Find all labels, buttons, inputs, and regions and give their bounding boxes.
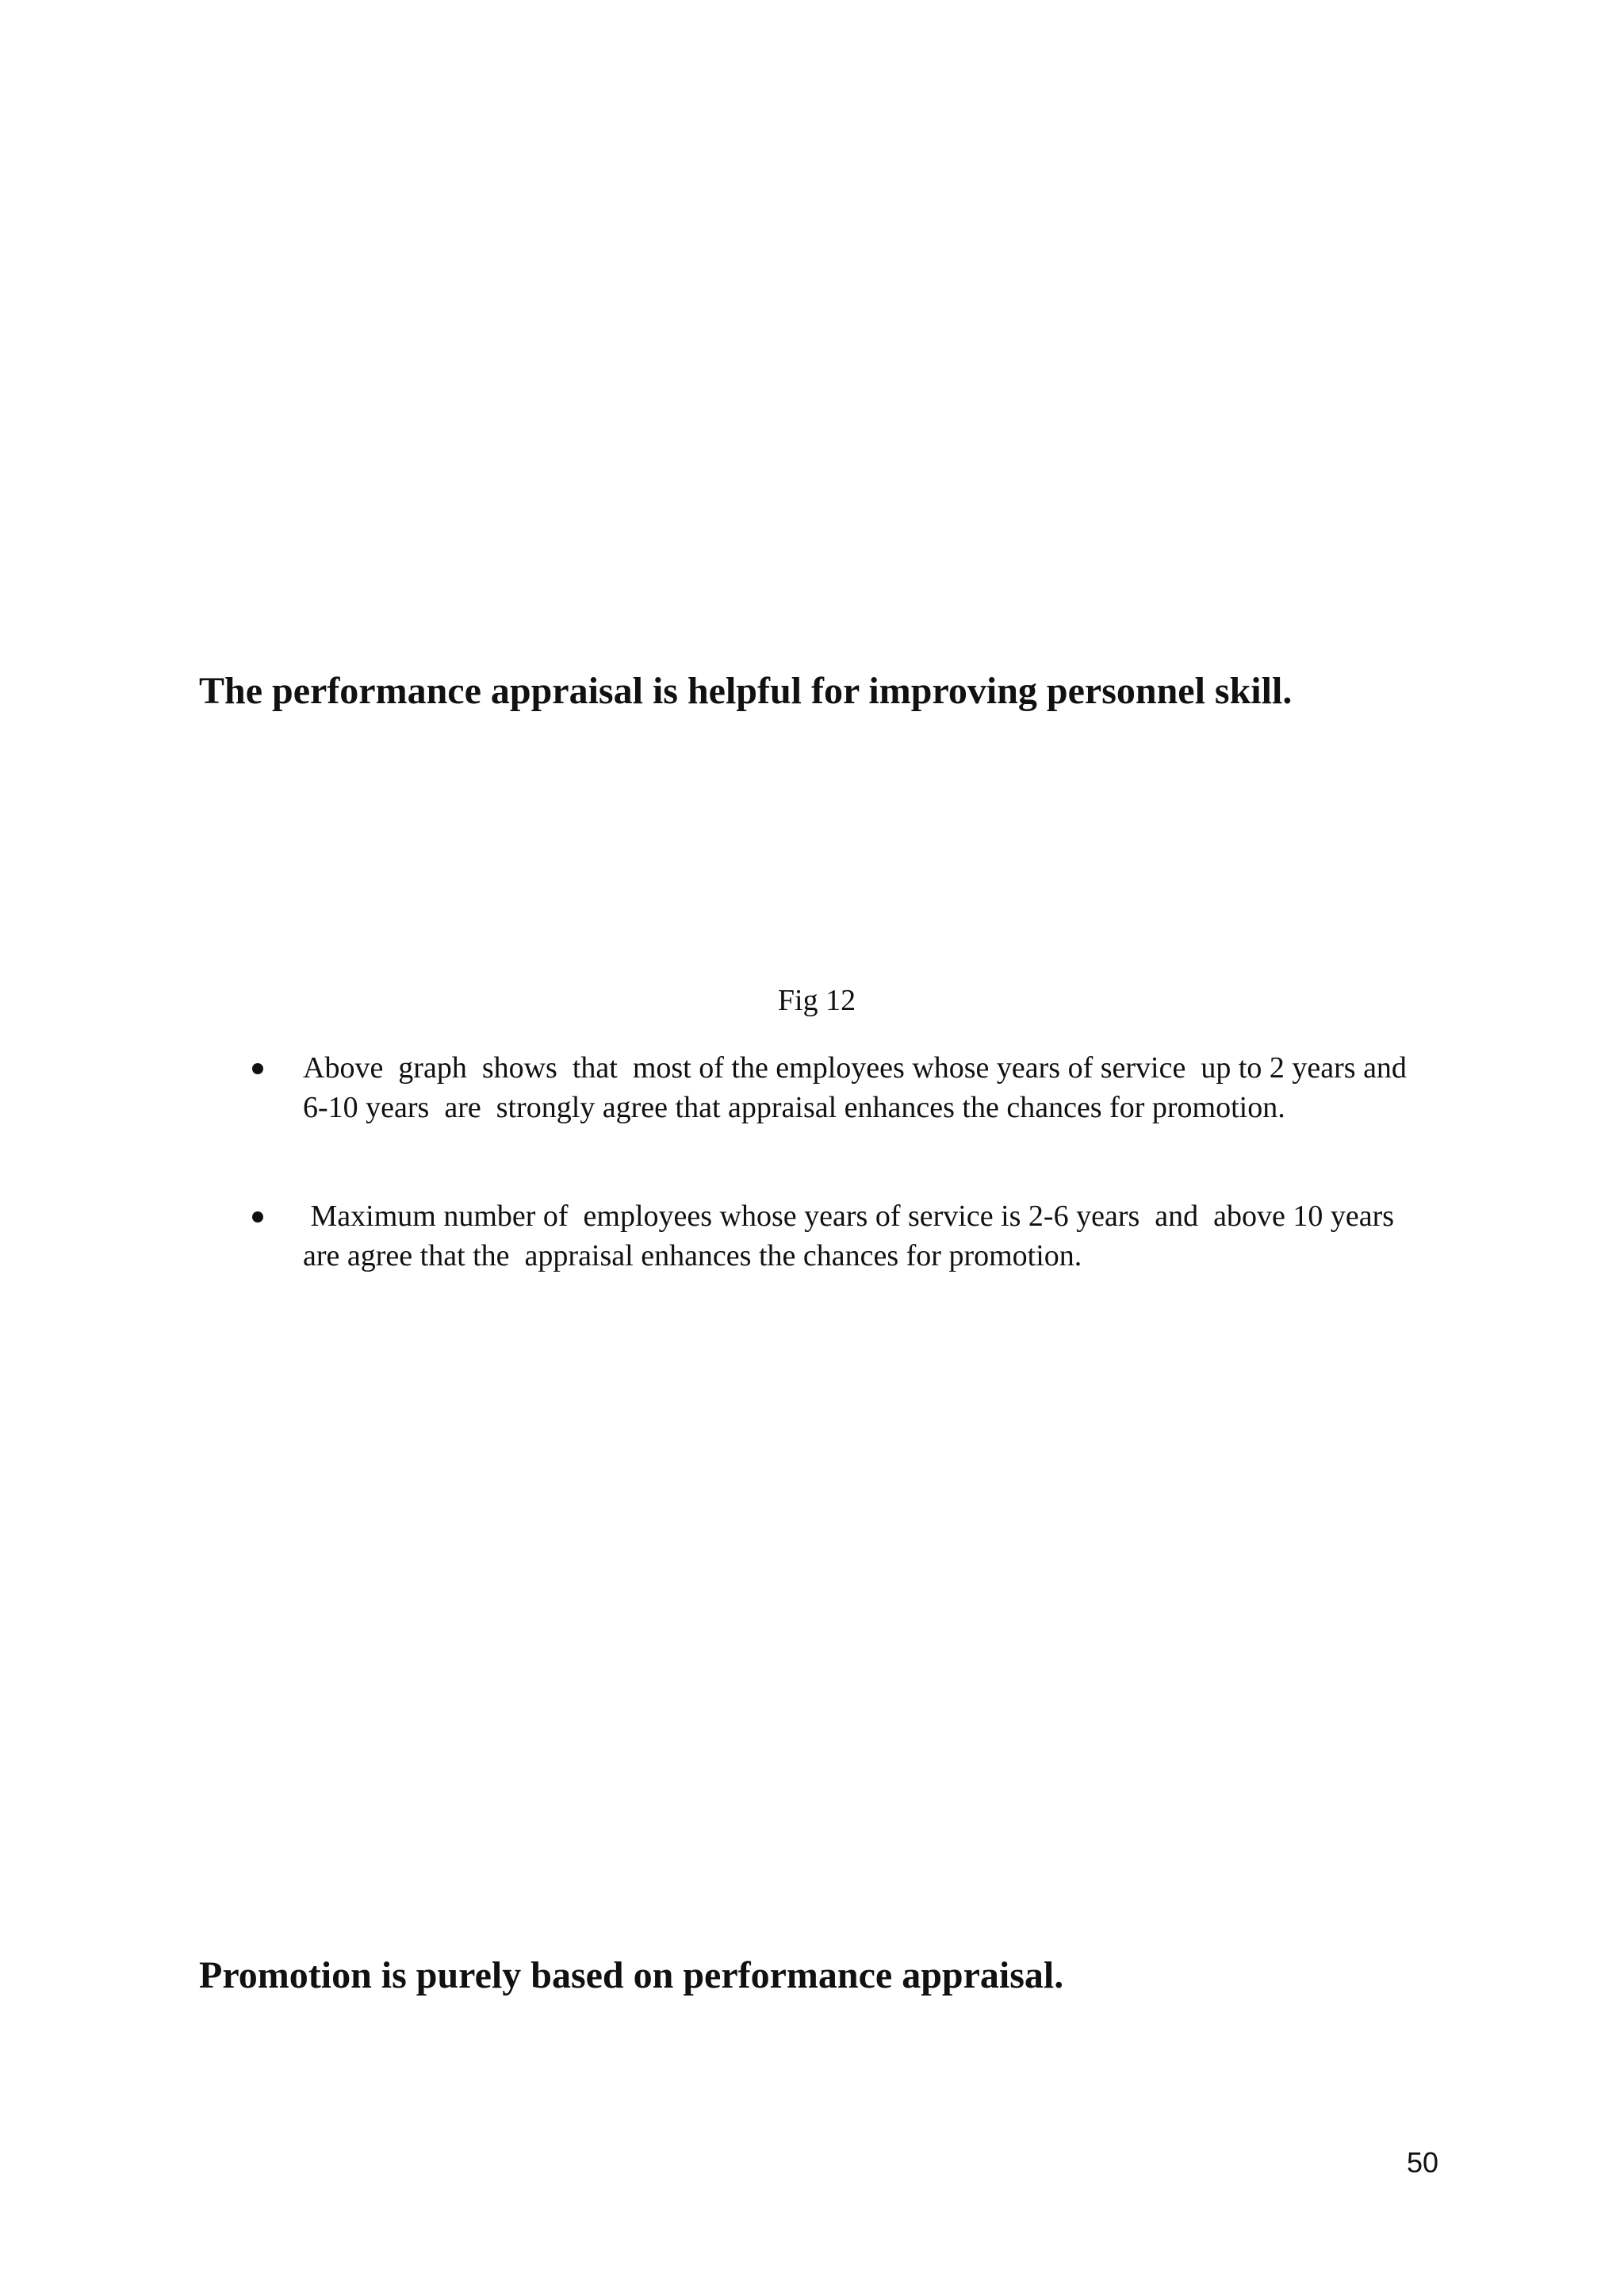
section-heading-personnel-skill: The performance appraisal is helpful for improving personnel skill.: [199, 670, 1293, 712]
figure-caption: Fig 12: [777, 984, 856, 1017]
bullet-text: Maximum number of employees whose years of service is 2-6 years and above 10 years are agree that the appraisal enhances the chances for promotion.: [303, 1200, 1402, 1272]
bullet-icon: [252, 1063, 263, 1074]
bullet-text: Above graph shows that most of the employees whose years of service up to 2 years and 6-10 years are strongly agree that appraisal enhances the chances for promotion.: [303, 1051, 1415, 1124]
bullet-icon: [252, 1211, 263, 1223]
page-number: 50: [1406, 2146, 1438, 2179]
section-heading-promotion: Promotion is purely based on performance appraisal.: [199, 1954, 1064, 1996]
